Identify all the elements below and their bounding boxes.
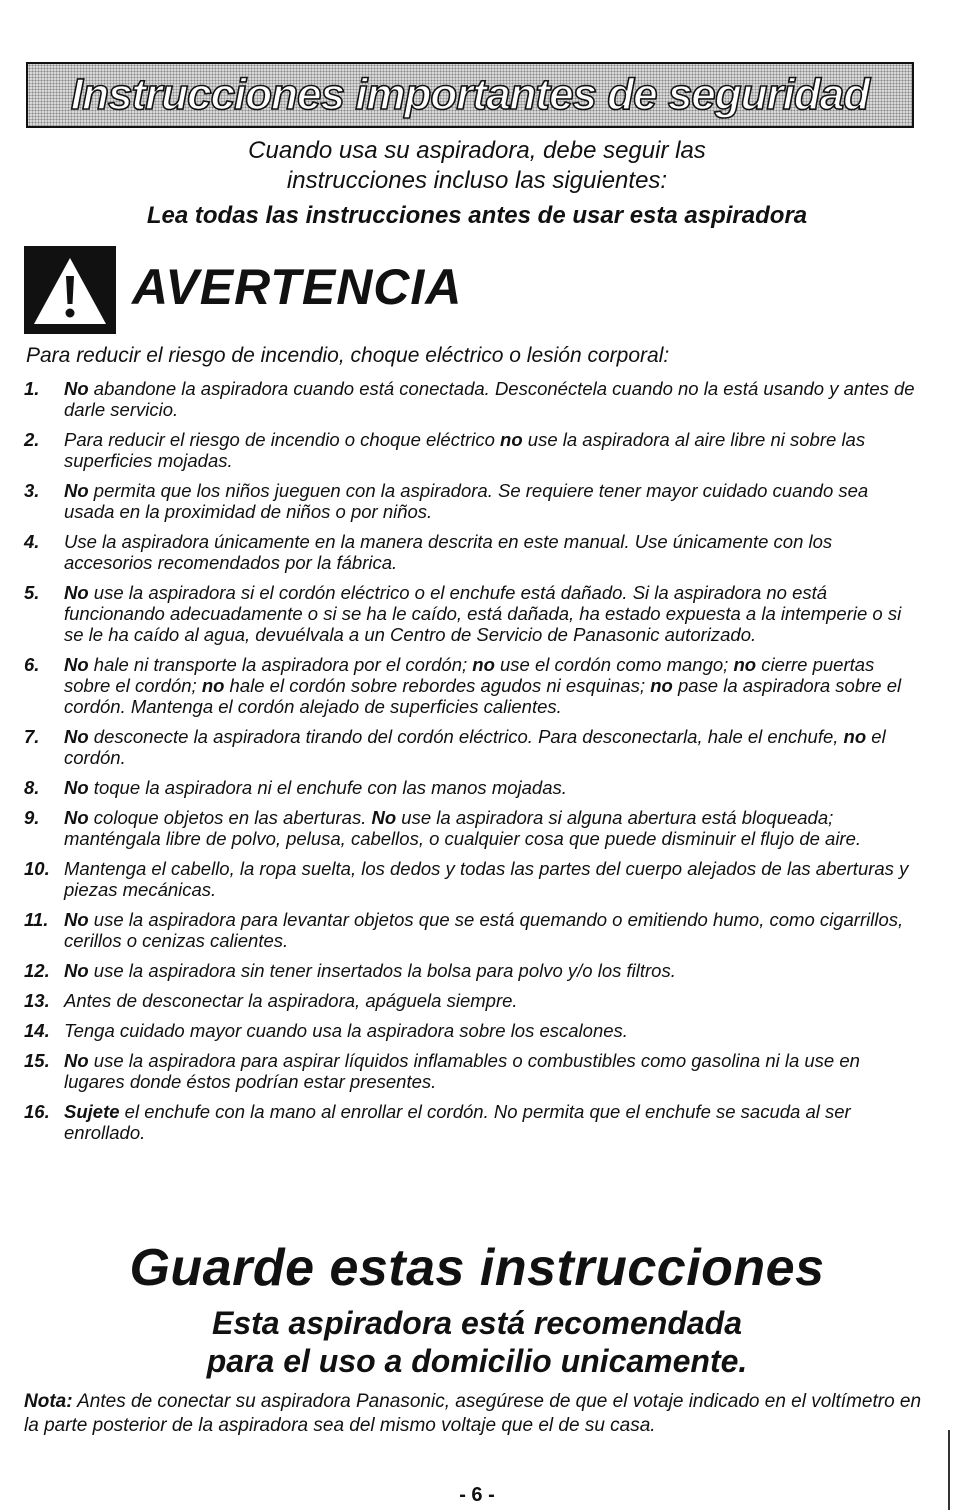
instruction-segment: use la aspiradora al aire libre ni sobre las superficies mojadas. xyxy=(64,429,866,471)
instruction-segment: Tenga cuidado mayor cuando usa la aspiradora sobre los escalones. xyxy=(64,1020,628,1041)
instruction-text xyxy=(64,654,916,717)
recommendation-line-1: Esta aspiradora está recomendada xyxy=(211,1305,742,1341)
instruction-item xyxy=(24,654,916,717)
instruction-number: 16. xyxy=(24,1101,50,1122)
instruction-text xyxy=(64,990,916,1011)
instruction-segment: use la aspiradora para levantar objetos que se está quemando o emitiendo humo, como cigarrillos, cerillos o cenizas calientes. xyxy=(64,909,904,951)
instruction-item xyxy=(24,726,916,768)
instruction-segment: Mantenga el cabello, la ropa suelta, los dedos y todas las partes del cuerpo alejados de las aberturas y piezas mecánicas. xyxy=(64,858,909,900)
instruction-item xyxy=(24,1050,916,1092)
instruction-segment: Para reducir el riesgo de incendio o choque eléctrico xyxy=(64,429,501,450)
instruction-text xyxy=(64,858,916,900)
page-title: Instrucciones importantes de seguridad xyxy=(70,70,870,119)
instruction-text xyxy=(64,378,916,420)
instruction-number: 8. xyxy=(24,777,40,798)
instruction-text xyxy=(64,909,916,951)
instruction-emphasis: no xyxy=(500,429,523,450)
instruction-item xyxy=(24,909,916,951)
instruction-emphasis: no xyxy=(733,654,757,675)
instruction-number: 11. xyxy=(24,909,49,930)
instruction-item xyxy=(24,777,916,798)
instruction-emphasis: No xyxy=(64,960,89,981)
instruction-item xyxy=(24,858,916,900)
instruction-segment: use el cordón como mango; xyxy=(494,654,734,675)
instruction-text xyxy=(64,1101,916,1143)
instruction-text xyxy=(64,807,916,849)
instruction-emphasis: no xyxy=(201,675,225,696)
read-all-heading: Lea todas las instrucciones antes de usar esta aspiradora xyxy=(146,202,808,229)
instruction-segment: permita que los niños jueguen con la aspiradora. Se requiere tener mayor cuidado cuando sea usada en la proximidad de niños o por niños. xyxy=(64,480,869,522)
instruction-item xyxy=(24,990,916,1011)
instruction-segment: Use la aspiradora únicamente en la manera descrita en este manual. Use únicamente con los accesorios recomendados por la fábrica. xyxy=(64,531,833,573)
instruction-text xyxy=(64,480,916,522)
instruction-emphasis: No xyxy=(64,480,89,501)
instruction-segment: el cordón. xyxy=(64,726,886,768)
instruction-item xyxy=(24,1101,916,1143)
instruction-item xyxy=(24,960,916,981)
instruction-segment: hale el cordón sobre rebordes agudos ni esquinas; xyxy=(224,675,651,696)
instruction-text xyxy=(64,582,916,645)
instruction-segment: coloque objetos en las aberturas. xyxy=(88,807,372,828)
instruction-text xyxy=(64,1050,916,1092)
instruction-number: 15. xyxy=(24,1050,50,1071)
instruction-text xyxy=(64,726,916,768)
instruction-segment: abandone la aspiradora cuando está conectada. Desconéctela cuando no la está usando y antes de darle servicio. xyxy=(64,378,915,420)
instruction-text xyxy=(64,960,916,981)
instruction-item xyxy=(24,807,916,849)
warning-title: AVERTENCIA xyxy=(132,259,463,315)
instruction-segment: el enchufe con la mano al enrollar el cordón. No permita que el enchufe se sacuda al ser enrollado. xyxy=(64,1101,851,1143)
instruction-emphasis: no xyxy=(843,726,867,747)
warning-triangle-icon xyxy=(24,246,116,334)
instruction-number: 10. xyxy=(24,858,50,879)
instruction-emphasis: No xyxy=(64,726,89,747)
instruction-segment: Antes de desconectar la aspiradora, apáguela siempre. xyxy=(64,990,518,1011)
instruction-number: 4. xyxy=(24,531,40,552)
instruction-emphasis: No xyxy=(64,807,89,828)
instruction-emphasis: No xyxy=(64,582,89,603)
save-instructions-heading: Guarde estas instrucciones xyxy=(129,1239,825,1297)
instruction-segment: use la aspiradora si alguna abertura está bloqueada; manténgala libre de polvo, pelusa, cabellos, o cualquier cosa que puede disminuir el flujo de aire. xyxy=(64,807,862,849)
instruction-text xyxy=(64,777,916,798)
instruction-emphasis: no xyxy=(472,654,495,675)
intro-text xyxy=(0,136,954,196)
instruction-number: 2. xyxy=(24,429,40,450)
instruction-item xyxy=(24,531,916,573)
instruction-item xyxy=(24,429,916,471)
warning-triangle-svg xyxy=(30,252,110,328)
instruction-emphasis: no xyxy=(650,675,673,696)
instruction-number: 12. xyxy=(24,960,50,981)
instruction-segment: hale ni transporte la aspiradora por el cordón; xyxy=(88,654,473,675)
instruction-segment: use la aspiradora para aspirar líquidos inflamables o combustibles como gasolina ni la use en lugares donde éstos podrían estar presentes. xyxy=(64,1050,860,1092)
instruction-segment: desconecte la aspiradora tirando del cordón eléctrico. Para desconectarla, hale el enchufe, xyxy=(88,726,844,747)
note-text: Antes de conectar su aspiradora Panasonic, asegúrese de que el votaje indicado en el voltímetro en la parte posterior de la aspiradora sea del mismo voltaje que el de su casa. xyxy=(24,1391,922,1436)
instruction-emphasis: No xyxy=(64,1050,89,1071)
instruction-emphasis: Sujete xyxy=(64,1101,120,1122)
instruction-item xyxy=(24,378,916,420)
recommendation-heading xyxy=(0,1304,954,1380)
note-paragraph xyxy=(24,1390,924,1438)
instruction-number: 9. xyxy=(24,807,40,828)
page-number: - 6 - xyxy=(459,1484,495,1506)
instruction-segment: use la aspiradora si el cordón eléctrico o el enchufe está dañado. Si la aspiradora no está funcionando adecuadamente o si se ha le caído, está dañada, ha estado expuesta a la intemperie o si se le ha caído al agua, devuélvala a un Centro de Servicio de Panasonic autorizado. xyxy=(64,582,902,645)
instruction-emphasis: No xyxy=(64,909,89,930)
instruction-number: 7. xyxy=(24,726,40,747)
instruction-item xyxy=(24,582,916,645)
instruction-emphasis: No xyxy=(371,807,397,828)
intro-line-1: Cuando usa su aspiradora, debe seguir las xyxy=(248,137,706,164)
note-label: Nota: xyxy=(24,1391,73,1412)
instruction-segment: toque la aspiradora ni el enchufe con las manos mojadas. xyxy=(88,777,567,798)
scan-edge-line xyxy=(948,1430,950,1510)
instruction-number: 14. xyxy=(24,1020,50,1041)
instruction-number: 6. xyxy=(24,654,40,675)
instruction-text xyxy=(64,1020,916,1041)
instruction-number: 3. xyxy=(24,480,40,501)
instruction-segment: cierre puertas sobre el cordón; xyxy=(64,654,875,696)
instruction-item xyxy=(24,480,916,522)
instruction-text xyxy=(64,531,916,573)
title-banner xyxy=(26,62,914,128)
instruction-emphasis: No xyxy=(64,378,89,399)
intro-line-2: instrucciones incluso las siguientes: xyxy=(286,167,668,194)
instruction-item xyxy=(24,1020,916,1041)
instruction-emphasis: No xyxy=(64,777,89,798)
instruction-emphasis: No xyxy=(64,654,89,675)
instruction-number: 5. xyxy=(24,582,40,603)
instruction-text xyxy=(64,429,916,471)
instruction-number: 1. xyxy=(24,378,40,399)
instructions-list xyxy=(24,378,916,1152)
instruction-segment: pase la aspiradora sobre el cordón. Mantenga el cordón alejado de superficies calientes. xyxy=(64,675,902,717)
recommendation-line-2: para el uso a domicilio unicamente. xyxy=(206,1343,748,1379)
warning-intro: Para reducir el riesgo de incendio, choque eléctrico o lesión corporal: xyxy=(26,344,670,367)
instruction-segment: use la aspiradora sin tener insertados la bolsa para polvo y/o los filtros. xyxy=(88,960,676,981)
instruction-number: 13. xyxy=(24,990,50,1011)
